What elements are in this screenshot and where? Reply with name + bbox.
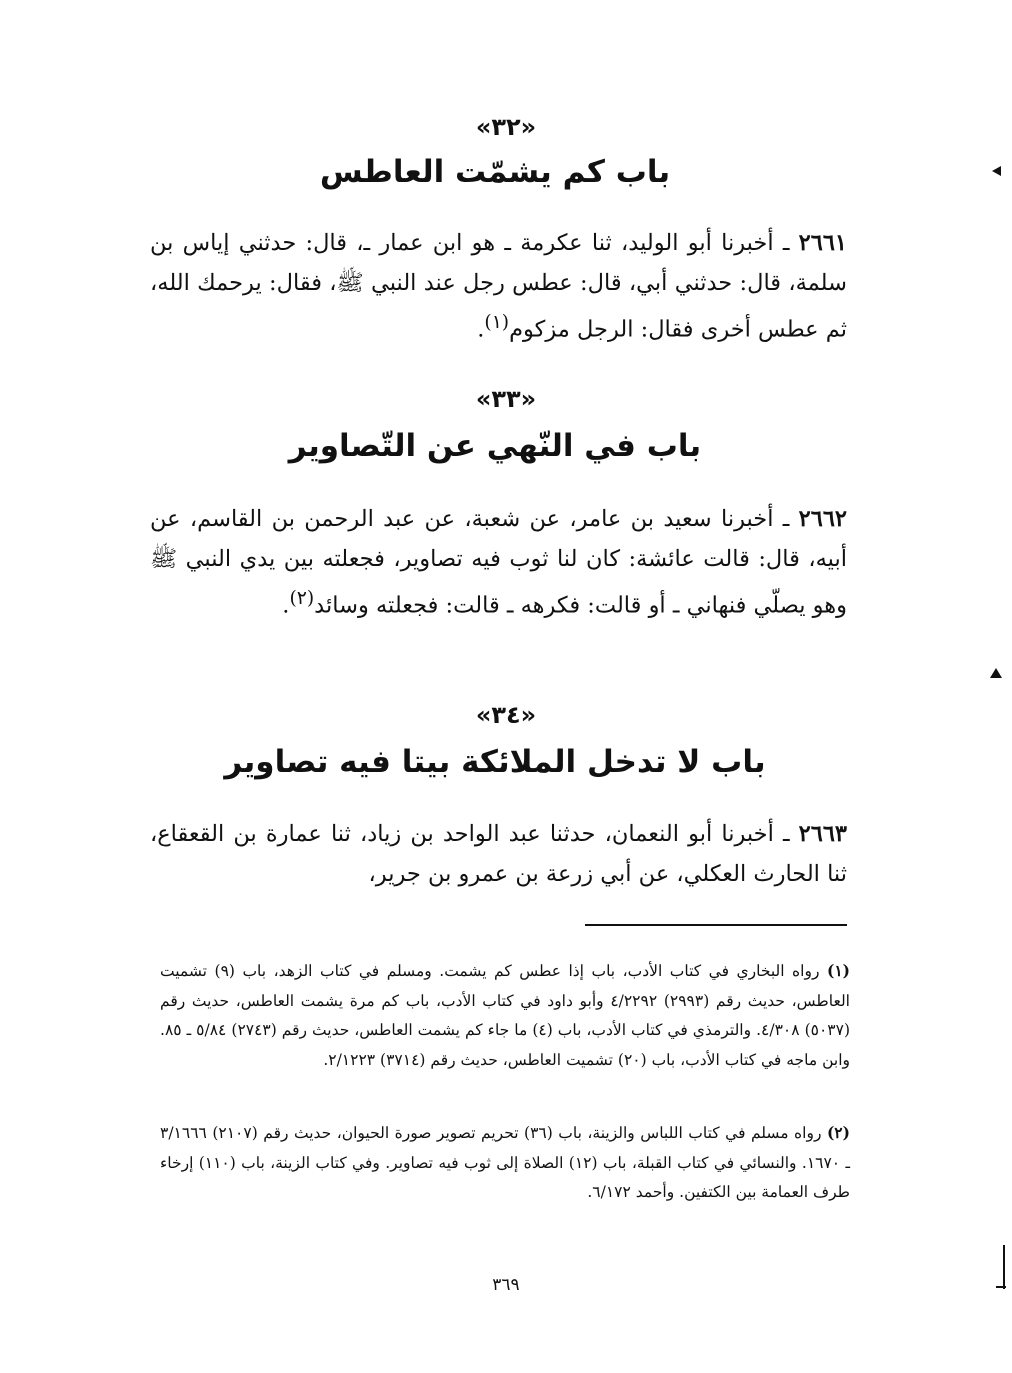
footnote-text: رواه مسلم في كتاب اللباس والزينة، باب (٣٦) تحريم تصوير صورة الحيوان، حديث رقم (٢١٠٧) ٣/١٦٦٦ ـ ١٦٧٠. والنسائي في كتاب القبلة، باب (١٢) الصلاة إلى ثوب فيه تصاوير. وفي كتاب الزينة، باب (١١٠) إرخاء طرف العمامة بين الكتفين. وأحمد ٦/١٧٢. (160, 1124, 851, 1201)
chapter-number: «٣٣» (475, 385, 537, 413)
hadith-number: ٢٦٦١ (798, 230, 847, 256)
hadith-paragraph (150, 224, 847, 350)
hadith-text: ـ أخبرنا سعيد بن عامر، عن شعبة، عن عبد الرحمن بن القاسم، عن أبيه، قال: قالت عائشة: كان لنا ثوب فيه تصاوير، فجعلته بين يدي النبي ﷺ وهو يصلّي فنهاني ـ أو قالت: فكرهه ـ قالت: فجعلته وسائد (150, 506, 847, 619)
footnote-separator (585, 924, 847, 926)
margin-bracket-icon (1003, 1245, 1005, 1289)
chapter-number: «٣٤» (475, 701, 537, 729)
hadith-paragraph (150, 500, 847, 626)
chapter-title: باب كم يشمّت العاطس (319, 154, 671, 190)
footnote-ref: (١) (484, 312, 510, 333)
footnote (160, 956, 850, 1075)
hadith-text: ـ أخبرنا أبو النعمان، حدثنا عبد الواحد بن زياد، ثنا عمارة بن القعقاع، ثنا الحارث العكلي، عن أبي زرعة بن عمرو بن جرير، (150, 821, 847, 887)
margin-triangle-icon (990, 668, 1002, 678)
footnote-ref: (٢) (289, 588, 315, 609)
footnote-text: رواه البخاري في كتاب الأدب، باب إذا عطس كم يشمت. ومسلم في كتاب الزهد، باب (٩) تشميت العاطس، حديث رقم (٢٩٩٣) ٤/٢٢٩٢ وأبو داود في كتاب الأدب، باب كم مرة يشمت العاطس، حديث رقم (٥٠٣٧) ٤/٣٠٨. والترمذي في كتاب الأدب، باب (٤) ما جاء كم يشمت العاطس، حديث رقم (٢٧٤٣) ٥/٨٤ ـ ٨٥. وابن ماجه في كتاب الأدب، باب (٢٠) تشميت العاطس، حديث رقم (٣٧١٤) ٢/١٢٢٣. (160, 962, 850, 1069)
margin-bracket-foot-icon (996, 1286, 1006, 1288)
margin-arrow-icon (992, 166, 1001, 176)
hadith-text: ـ أخبرنا أبو الوليد، ثنا عكرمة ـ هو ابن عمار ـ، قال: حدثني إياس بن سلمة، قال: حدثني أبي، قال: عطس رجل عند النبي ﷺ، فقال: يرحمك الله، ثم عطس أخرى فقال: الرجل مزكوم (150, 230, 847, 343)
hadith-number: ٢٦٦٢ (798, 506, 848, 532)
chapter-number: «٣٢» (475, 113, 537, 141)
sentence-end: . (282, 592, 290, 619)
chapter-title: باب في النّهي عن التّصاوير (288, 428, 702, 464)
sentence-end: . (477, 316, 485, 343)
hadith-paragraph (150, 815, 847, 894)
footnote (160, 1118, 850, 1208)
chapter-title: باب لا تدخل الملائكة بيتا فيه تصاوير (224, 744, 766, 780)
hadith-number: ٢٦٦٣ (798, 821, 847, 847)
footnote-mark: (١) (826, 961, 850, 980)
footnote-mark: (٢) (826, 1123, 850, 1142)
page-number: ٣٦٩ (492, 1275, 520, 1295)
